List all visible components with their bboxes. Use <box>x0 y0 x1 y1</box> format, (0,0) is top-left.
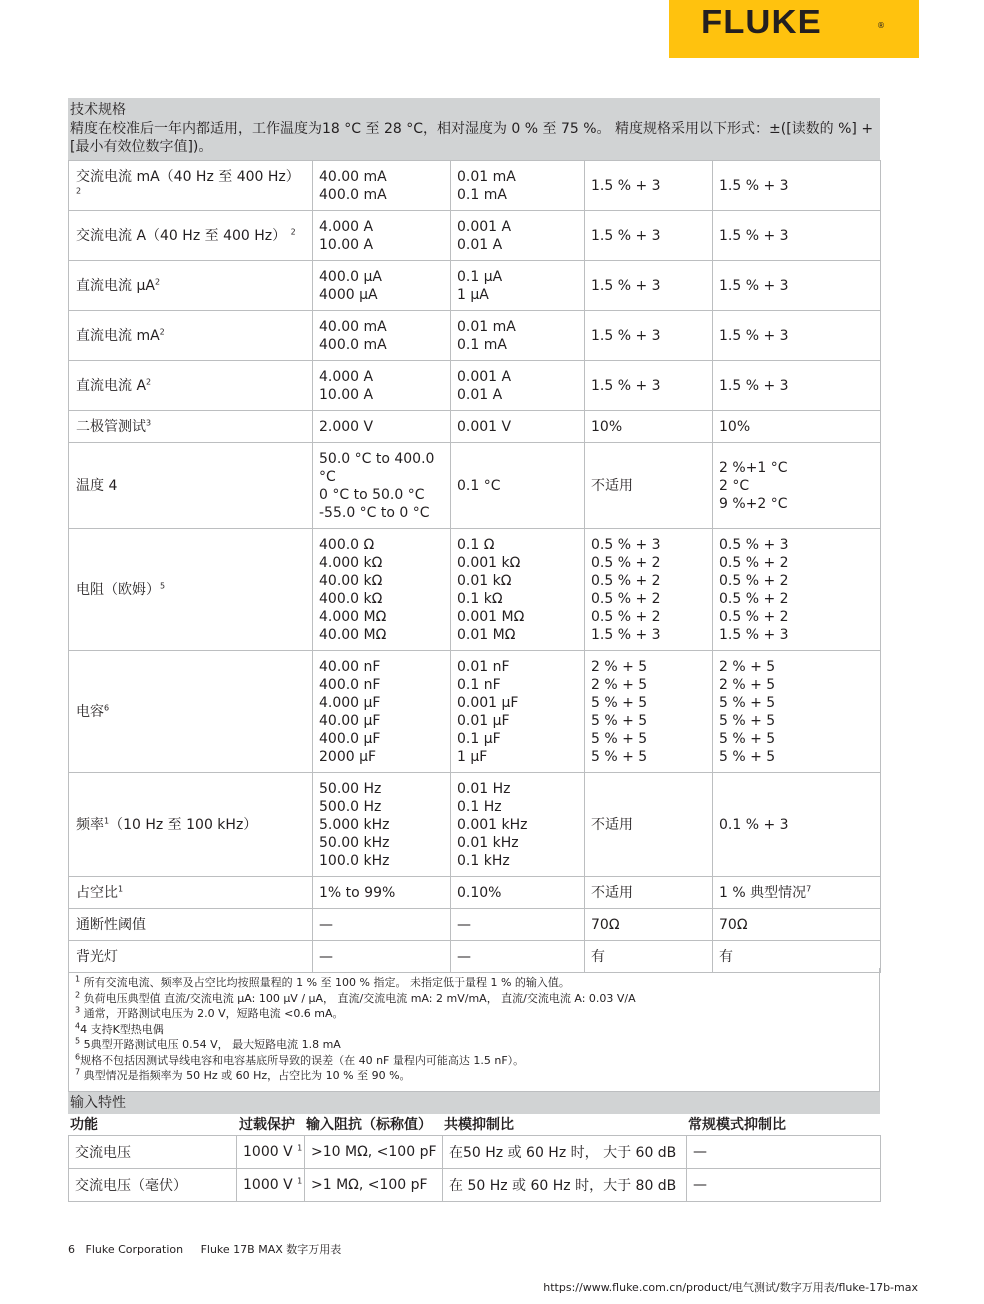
spec-function <box>69 211 313 261</box>
spec-accuracy-1: 不适用 <box>585 877 713 909</box>
spec-function-label: 直流电流 A <box>76 377 147 394</box>
spec-function <box>69 773 313 877</box>
spec-resolution: 0.001 V <box>451 411 585 443</box>
spec-row <box>69 651 881 773</box>
footer-product: Fluke 17B MAX 数字万用表 <box>200 1243 342 1256</box>
spec-function-label: 电阻（欧姆） <box>76 581 160 598</box>
spec-range: 400.0 μA 4000 μA <box>313 261 451 311</box>
footnote <box>75 975 873 991</box>
spec-accuracy-1: 1.5 % + 3 <box>585 161 713 211</box>
spec-range: — <box>313 909 451 941</box>
spec-row <box>69 311 881 361</box>
spec-row <box>69 773 881 877</box>
footnotes <box>68 968 880 1092</box>
input-impedance: >10 MΩ, <100 pF <box>305 1136 443 1169</box>
input-cmrr: 在 50 Hz 或 60 Hz 时，大于 80 dB <box>443 1169 687 1202</box>
footnote <box>75 991 873 1007</box>
spec-accuracy-1: 不适用 <box>585 773 713 877</box>
spec-resolution: 0.001 A 0.01 A <box>451 211 585 261</box>
footnote-number: 7 <box>75 1067 81 1077</box>
spec-function-label: 直流电流 mA <box>76 327 160 344</box>
logo-registered-mark: ® <box>877 21 885 30</box>
footnote <box>75 1037 873 1053</box>
page-number: 6 <box>68 1243 75 1256</box>
spec-range: 50.00 Hz 500.0 Hz 5.000 kHz 50.00 kHz 100.0 kHz <box>313 773 451 877</box>
input-impedance: >1 MΩ, <100 pF <box>305 1169 443 1202</box>
footnote-text: 所有交流电流、频率及占空比均按照量程的 1 % 至 100 % 指定。 未指定低于量程 1 % 的输入值。 <box>80 976 570 989</box>
spec-resolution: 0.01 mA 0.1 mA <box>451 311 585 361</box>
spec-resolution: 0.1 μA 1 μA <box>451 261 585 311</box>
spec-range: 50.0 °C to 400.0 °C 0 °C to 50.0 °C -55.0 °C to 0 °C <box>313 443 451 529</box>
spec-accuracy-2 <box>713 311 881 361</box>
spec-accuracy-1: 10% <box>585 411 713 443</box>
spec-function <box>69 161 313 211</box>
footnote-ref: 2 <box>76 185 82 195</box>
spec-function-suffix: （10 Hz 至 100 kHz） <box>109 816 258 833</box>
spec-accuracy-2 <box>713 909 881 941</box>
spec-row <box>69 529 881 651</box>
column-header-overload: 过载保护 <box>239 1117 295 1133</box>
input-table <box>68 1135 881 1202</box>
input-row <box>69 1136 881 1169</box>
footnote-number: 1 <box>75 974 81 984</box>
footnote-ref: 6 <box>104 702 110 712</box>
spec-range: 4.000 A 10.00 A <box>313 211 451 261</box>
footnote <box>75 1053 873 1069</box>
footnote-text: 5典型开路测试电压 0.54 V， 最大短路电流 1.8 mA <box>80 1038 341 1051</box>
spec-accuracy-2 <box>713 411 881 443</box>
input-cmrr: 在50 Hz 或 60 Hz 时， 大于 60 dB <box>443 1136 687 1169</box>
spec-accuracy-1: 1.5 % + 3 <box>585 311 713 361</box>
input-section-title: 输入特性 <box>68 1092 880 1114</box>
spec-function <box>69 443 313 529</box>
spec-function <box>69 361 313 411</box>
input-overload-value: 1000 V <box>243 1177 293 1193</box>
logo-text: FLUKE <box>701 3 822 40</box>
spec-accuracy-2-value: 70Ω <box>719 916 748 933</box>
footnote-ref: 1 <box>118 883 124 893</box>
spec-range: — <box>313 941 451 973</box>
spec-function-label: 交流电流 A（40 Hz 至 400 Hz） <box>76 227 287 244</box>
column-header-impedance: 输入阻抗（标称值） <box>306 1117 432 1133</box>
spec-accuracy-2 <box>713 161 881 211</box>
footnote-ref: 1 <box>297 1143 303 1153</box>
footnote-number: 5 <box>75 1036 81 1046</box>
spec-resolution: 0.001 A 0.01 A <box>451 361 585 411</box>
spec-range: 40.00 mA 400.0 mA <box>313 311 451 361</box>
spec-accuracy-1: 1.5 % + 3 <box>585 211 713 261</box>
spec-accuracy-1: 有 <box>585 941 713 973</box>
spec-accuracy-2-value: 1 % 典型情况 <box>719 884 807 901</box>
spec-accuracy-2 <box>713 211 881 261</box>
spec-resolution: 0.1 °C <box>451 443 585 529</box>
footnote-ref: 2 <box>159 326 165 336</box>
spec-resolution: 0.01 mA 0.1 mA <box>451 161 585 211</box>
spec-row <box>69 443 881 529</box>
product-url: https://www.fluke.com.cn/product/电气测试/数字万用表/fluke-17b-max <box>543 1281 918 1294</box>
spec-function-label: 频率 <box>76 816 104 833</box>
spec-accuracy-2-value: 1.5 % + 3 <box>719 177 789 194</box>
spec-title: 技术规格 <box>70 102 126 118</box>
input-nmrr: — <box>687 1169 881 1202</box>
spec-accuracy-2 <box>713 529 881 651</box>
spec-accuracy-2 <box>713 261 881 311</box>
spec-function-label: 交流电流 mA（40 Hz 至 400 Hz） <box>76 168 300 185</box>
spec-function <box>69 651 313 773</box>
footnote <box>75 1006 873 1022</box>
spec-function <box>69 529 313 651</box>
footnote-ref: 5 <box>160 580 166 590</box>
spec-table <box>68 160 881 973</box>
spec-accuracy-1: 1.5 % + 3 <box>585 361 713 411</box>
footnote-ref: 7 <box>806 883 812 893</box>
spec-range: 400.0 Ω 4.000 kΩ 40.00 kΩ 400.0 kΩ 4.000 MΩ 40.00 MΩ <box>313 529 451 651</box>
footnote-number: 6 <box>75 1051 81 1061</box>
column-header-function: 功能 <box>70 1117 98 1133</box>
spec-accuracy-2-value: 1.5 % + 3 <box>719 227 789 244</box>
footnote-ref: 1 <box>297 1176 303 1186</box>
spec-header <box>68 98 880 160</box>
spec-accuracy-2-value: 2 % + 5 2 % + 5 5 % + 5 5 % + 5 5 % + 5 5 % + 5 <box>719 658 776 765</box>
spec-range: 40.00 nF 400.0 nF 4.000 μF 40.00 μF 400.0 μF 2000 μF <box>313 651 451 773</box>
spec-resolution: — <box>451 941 585 973</box>
spec-accuracy-2 <box>713 443 881 529</box>
spec-accuracy-2-value: 0.5 % + 3 0.5 % + 2 0.5 % + 2 0.5 % + 2 0.5 % + 2 1.5 % + 3 <box>719 536 789 643</box>
footnote <box>75 1068 873 1084</box>
footnote-number: 4 <box>75 1020 81 1030</box>
spec-resolution: 0.1 Ω 0.001 kΩ 0.01 kΩ 0.1 kΩ 0.001 MΩ 0.01 MΩ <box>451 529 585 651</box>
fluke-logo <box>669 0 919 58</box>
spec-resolution: 0.10% <box>451 877 585 909</box>
spec-range: 2.000 V <box>313 411 451 443</box>
spec-function <box>69 877 313 909</box>
footnote-ref: 2 <box>146 376 152 386</box>
footnote-number: 3 <box>75 1005 81 1015</box>
spec-accuracy-2-value: 10% <box>719 418 751 435</box>
footnote-text: 通常，开路测试电压为 2.0 V，短路电流 <0.6 mA。 <box>80 1007 344 1020</box>
page-footer <box>68 1241 341 1257</box>
input-overload <box>237 1169 305 1202</box>
spec-function <box>69 411 313 443</box>
spec-function-label: 背光灯 <box>76 948 118 965</box>
spec-accuracy-1: 1.5 % + 3 <box>585 261 713 311</box>
spec-row <box>69 261 881 311</box>
spec-function <box>69 909 313 941</box>
footnote-text: 规格不包括因测试导线电容和电容基底所导致的误差（在 40 nF 量程内可能高达 1.5 nF）。 <box>80 1053 525 1067</box>
spec-function-label: 二极管测试 <box>76 418 146 435</box>
footnote <box>75 1022 873 1038</box>
spec-row <box>69 909 881 941</box>
spec-function-label: 占空比 <box>76 884 118 901</box>
footnote-text: 4 支持K型热电偶 <box>80 1022 164 1036</box>
spec-accuracy-1: 0.5 % + 3 0.5 % + 2 0.5 % + 2 0.5 % + 2 0.5 % + 2 1.5 % + 3 <box>585 529 713 651</box>
spec-resolution: 0.01 Hz 0.1 Hz 0.001 kHz 0.01 kHz 0.1 kHz <box>451 773 585 877</box>
footer-company: Fluke Corporation <box>85 1243 184 1256</box>
spec-row <box>69 411 881 443</box>
spec-accuracy-1: 不适用 <box>585 443 713 529</box>
spec-range: 40.00 mA 400.0 mA <box>313 161 451 211</box>
spec-resolution: 0.01 nF 0.1 nF 0.001 μF 0.01 μF 0.1 μF 1 μF <box>451 651 585 773</box>
spec-accuracy-1: 2 % + 5 2 % + 5 5 % + 5 5 % + 5 5 % + 5 5 % + 5 <box>585 651 713 773</box>
spec-accuracy-2 <box>713 773 881 877</box>
footnote-ref: 2 <box>290 226 296 236</box>
spec-description: 精度在校准后一年内都适用，工作温度为18 °C 至 28 °C，相对湿度为 0 % 至 75 %。 精度规格采用以下形式：±([读数的 %] + [最小有效位数字值])。 <box>70 121 874 155</box>
input-nmrr: — <box>687 1136 881 1169</box>
spec-accuracy-2-value: 0.1 % + 3 <box>719 816 789 833</box>
input-overload-value: 1000 V <box>243 1144 293 1160</box>
footnote-ref: 1 <box>104 815 110 825</box>
spec-range: 4.000 A 10.00 A <box>313 361 451 411</box>
spec-function-label: 直流电流 μA <box>76 277 155 294</box>
column-header-nmrr: 常规模式抑制比 <box>688 1117 786 1133</box>
spec-accuracy-1: 70Ω <box>585 909 713 941</box>
spec-accuracy-2-value: 1.5 % + 3 <box>719 277 789 294</box>
input-overload <box>237 1136 305 1169</box>
spec-function-label: 温度 4 <box>76 477 118 494</box>
spec-accuracy-2-value: 1.5 % + 3 <box>719 327 789 344</box>
spec-row <box>69 877 881 909</box>
spec-accuracy-2 <box>713 361 881 411</box>
spec-accuracy-2 <box>713 877 881 909</box>
input-function: 交流电压 <box>69 1136 237 1169</box>
spec-resolution: — <box>451 909 585 941</box>
spec-row <box>69 211 881 261</box>
spec-function <box>69 261 313 311</box>
spec-accuracy-2 <box>713 651 881 773</box>
spec-function <box>69 311 313 361</box>
footnote-text: 负荷电压典型值 直流/交流电流 μA: 100 μV / μA， 直流/交流电流 mA: 2 mV/mA， 直流/交流电流 A: 0.03 V/A <box>80 991 636 1005</box>
spec-accuracy-2-value: 有 <box>719 948 733 965</box>
footnote-text: 典型情况是指频率为 50 Hz 或 60 Hz，占空比为 10 % 至 90 %。 <box>80 1069 411 1082</box>
footnote-ref: 2 <box>154 276 161 286</box>
input-row <box>69 1169 881 1202</box>
spec-row <box>69 361 881 411</box>
footnote-number: 2 <box>75 989 81 999</box>
input-column-headers <box>68 1114 880 1136</box>
column-header-cmrr: 共模抑制比 <box>444 1117 514 1133</box>
spec-accuracy-2-value: 1.5 % + 3 <box>719 377 789 394</box>
input-function: 交流电压（毫伏） <box>69 1169 237 1202</box>
spec-accuracy-2-value: 2 %+1 °C 2 °C 9 %+2 °C <box>719 459 788 512</box>
footnote-ref: 3 <box>146 417 152 427</box>
spec-function-label: 电容 <box>76 703 104 720</box>
spec-range: 1% to 99% <box>313 877 451 909</box>
spec-function-label: 通断性阈值 <box>76 916 146 933</box>
spec-row <box>69 161 881 211</box>
